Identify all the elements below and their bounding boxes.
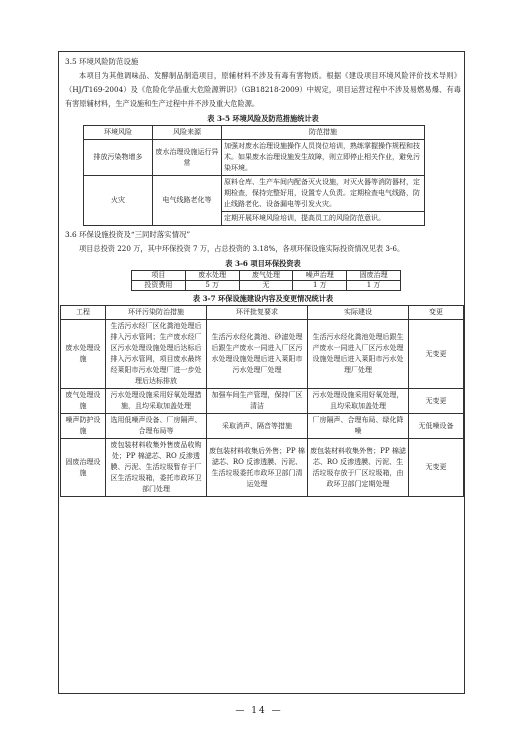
table-header-cell: 环评批复要求: [207, 306, 308, 320]
table-cell-risk: 排放污染物增多: [84, 140, 153, 176]
table-cell-project: 噪声防护设施: [61, 414, 106, 439]
table-header-cell: 工程: [61, 306, 106, 320]
table-header-cell: 废气处理: [239, 271, 293, 281]
table-header-cell: 防范措施: [222, 126, 425, 140]
table-cell-source: 废水治理设施运行异常: [153, 140, 222, 176]
table-header-row: [61, 306, 464, 320]
table-caption-3-6: 表 3-6 项目环保投资表: [225, 259, 301, 268]
table-cell-actual: 生活污水经化粪池处理后跟生产废水一同进入厂区污水处理设施处理后进入莱阳市污水处理厂处理: [308, 320, 409, 389]
table-header-cell: 风险来源: [153, 126, 222, 140]
table-caption-3-7: 表 3-7 环保设施建设内容及变更情况统计表: [192, 294, 334, 303]
table-cell-actual: 厂房隔声、合理布局、绿化降噪: [308, 414, 409, 439]
table-header-cell: 环评污染防治措施: [106, 306, 207, 320]
table-cell: 5 万: [185, 281, 239, 291]
table-header-cell: 噪声治理: [293, 271, 347, 281]
table-3-5: [83, 125, 425, 226]
table-cell-measures: 加强对废水治理设施操作人员岗位培训，熟练掌握操作规程和技术。如果废水治理设施发生故障，则立即停止相关作业，避免污染环境。: [222, 140, 425, 176]
table-cell-project: 固废治理设施: [61, 439, 106, 497]
table-cell: 1 万: [347, 281, 401, 291]
table-cell-risk: 火灾: [84, 176, 153, 226]
table-cell-eia: 污水处理设施采用好氧处理措施，且均采取加盖处理: [106, 389, 207, 414]
table-cell-eia: 生活污水经厂区化粪池处理后排入污水管网；生产废水经厂区污水处理设施处理后达标后排入污水管网，项目废水最终经莱阳市污水处理厂进一步处理后达标排放: [106, 320, 207, 389]
section-heading-3-5: 3.5 环境风险防范设施: [65, 57, 139, 66]
table-row: [61, 439, 464, 497]
section-paragraph-3-6: 项目总投资 220 万，其中环保投资 7 万，占总投资的 3.18%，各项环保设施实际投资情况见表 3-6。: [79, 244, 405, 253]
table-cell-measures: 定期开展环境风险培训，提高员工的风险防范意识。: [222, 212, 425, 226]
section-heading-3-6: 3.6 环保设施投资及“三同时落实情况”: [65, 230, 191, 239]
page-number: — 14 —: [235, 706, 283, 716]
table-cell: 1 万: [293, 281, 347, 291]
table-row: [61, 320, 464, 389]
table-header-cell: 变更: [409, 306, 464, 320]
table-cell-project: 废气处理设施: [61, 389, 106, 414]
document-body: [65, 55, 461, 497]
table-cell-change: 无变更: [409, 439, 464, 497]
table-header-row: [132, 271, 401, 281]
table-row: [84, 176, 425, 212]
table-cell-change: 无低噪设备: [409, 414, 464, 439]
table-header-cell: 实际建设: [308, 306, 409, 320]
table-header-cell: 固废治理: [347, 271, 401, 281]
table-cell-source: 电气线路老化等: [153, 176, 222, 226]
table-cell-change: 无变更: [409, 320, 464, 389]
table-3-6: [131, 270, 401, 291]
table-row: [132, 281, 401, 291]
table-cell-approval: 采取消声、隔音等措施: [207, 414, 308, 439]
table-cell: 无: [239, 281, 293, 291]
table-cell-eia: 选用低噪声设备、厂房隔声、合理布局等: [106, 414, 207, 439]
table-cell-approval: 加强车间生产管理，保持厂区清洁: [207, 389, 308, 414]
table-cell-eia: 废包装材料收集外售废品收购处；PP 棉滤芯、RO 反渗透膜、污泥、生活垃圾暂存于厂区生活垃圾箱，委托市政环卫部门处理: [106, 439, 207, 497]
table-3-7: [60, 305, 464, 497]
table-caption-3-5: 表 3-5 环境风险及防范措施统计表: [207, 114, 319, 123]
table-row: [61, 414, 464, 439]
table-header-cell: 废水处理: [185, 271, 239, 281]
table-row: [84, 140, 425, 176]
table-row: [61, 389, 464, 414]
table-cell-approval: 废包装材料收集后外售；PP 棉滤芯、RO 反渗透膜、污泥、生活垃圾委托市政环卫部门清运处理: [207, 439, 308, 497]
table-header-row: [84, 126, 425, 140]
section-paragraph-3-5: 本项目为其他调味品、发酵制品制造项目，原辅材料不涉及有毒有害物质。根据《建设项目环境风险评价技术导则》（HJ/T169-2004）及《危险化学品重大危险源辨识》（GB18218-2009）中规定，项目运营过程中不涉及易燃易爆、有毒有害原辅材料，生产设施和生产过程中并不涉及重大危险源。: [65, 71, 461, 108]
table-cell-actual: 污水处理设施采用好氧处理，且均采取加盖处理: [308, 389, 409, 414]
table-cell-approval: 生活污水经化粪池、砂滤处理后跟生产废水一同进入厂区污水处理设施处理后进入莱阳市污水处理厂处理: [207, 320, 308, 389]
table-cell-project: 废水处理设施: [61, 320, 106, 389]
table-cell-change: 无变更: [409, 389, 464, 414]
table-cell-measures: 原料仓库、生产车间内配备灭火设施，对灭火器等消防器材，定期检查，保持完整好用，设置专人负责。定期检查电气线路，防止线路老化、设备漏电等引发火灾。: [222, 176, 425, 212]
table-header-cell: 项目: [132, 271, 186, 281]
table-header-cell: 环境风险: [84, 126, 153, 140]
table-cell: 投资费用: [132, 281, 186, 291]
table-cell-actual: 废包装材料收集外售；PP 棉滤芯、RO 反渗透膜、污泥、生活垃圾存放于厂区垃圾箱，由政环卫部门定期处理: [308, 439, 409, 497]
